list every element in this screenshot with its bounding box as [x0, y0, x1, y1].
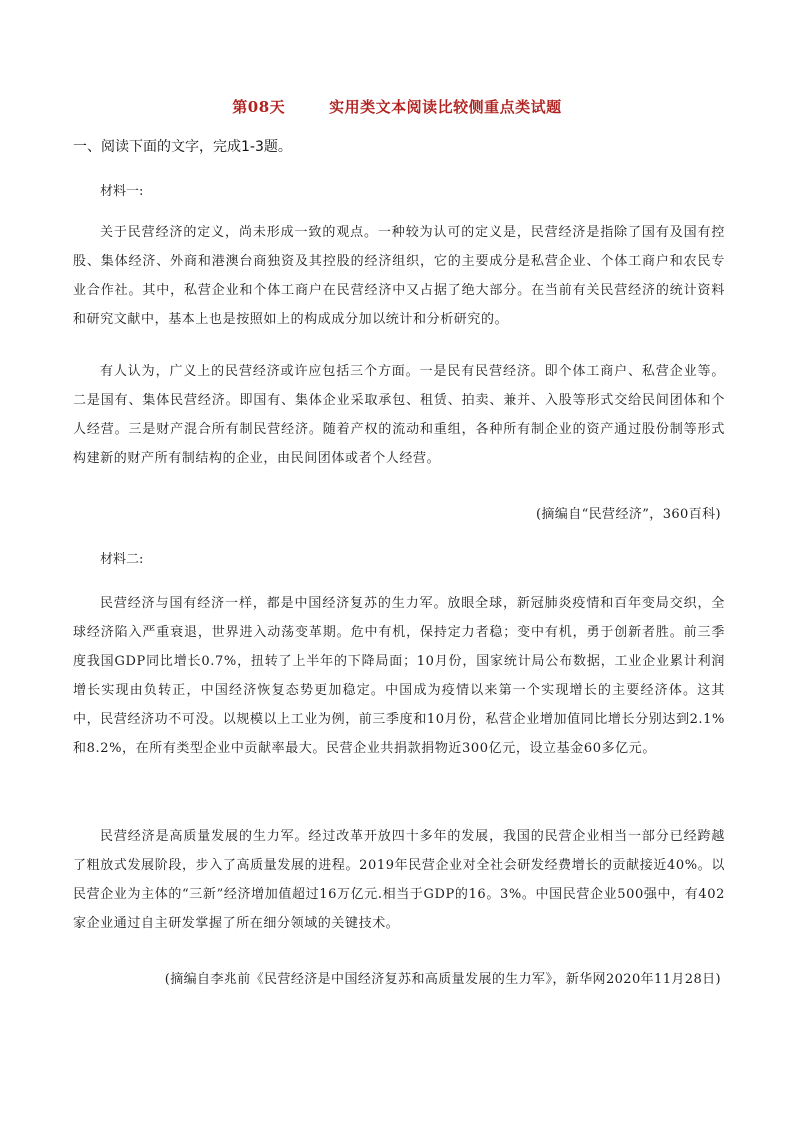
material-two-paragraph-2: 民营经济是高质量发展的生力军。经过改革开放四十多年的发展，我国的民营企业相当一部分已经跨越了粗放式发展阶段，步入了高质量发展的进程。2019年民营企业对全社会研发经费增长的贡献接近40%。以民营企业为主体的“三新”经济增加值超过16万亿元.相当于GDP的16。3%。中国民营企业500强中，有402家企业通过自主研发掌握了所在细分领域的关键技术。: [73, 829, 725, 931]
material-two-paragraph-1: 民营经济与国有经济一样，都是中国经济复苏的生力军。放眼全球，新冠肺炎疫情和百年变局交织，全球经济陷入严重衰退，世界进入动荡变革期。危中有机，保持定力者稳；变中有机，勇于创新者胜。前三季度我国GDP同比增长0.7%，扭转了上半年的下降局面；10月份，国家统计局公布数据，工业企业累计利润增长实现由负转正，中国经济恢复态势更加稳定。中国成为疫情以来第一个实现增长的主要经济体。这其中，民营经济功不可没。以规模以上工业为例，前三季度和10月份，私营企业增加值同比增长分别达到2.1%和8.2%，在所有类型企业中贡献率最大。民营企业共捐款捐物近300亿元，设立基金60多亿元。: [73, 596, 725, 756]
material-two-label: 材料二:: [100, 552, 144, 567]
material-one-paragraph-1: 关于民营经济的定义，尚未形成一致的观点。一种较为认可的定义是，民营经济是指除了国有及国有控股、集体经济、外商和港澳台商独资及其控股的经济组织，它的主要成分是私营企业、个体工商户和农民专业合作社。其中，私营企业和个体工商户在民营经济中又占据了绝大部分。在当前有关民营经济的统计资料和研究文献中，基本上也是按照如上的构成成分加以统计和分析研究的。: [73, 225, 725, 327]
title-day: 第08天: [232, 98, 286, 116]
question-instruction: 一、阅读下面的文字，完成1-3题。: [73, 139, 292, 155]
material-two-source: (摘编自李兆前《民营经济是中国经济复苏和高质量发展的生力军》，新华网2020年11月28日): [164, 972, 721, 987]
material-one-source: (摘编自“民营经济”，360百科): [535, 507, 721, 522]
material-one-label: 材料一:: [100, 184, 144, 199]
page-title: [0, 96, 794, 117]
material-one-paragraph-2: 有人认为，广义上的民营经济或许应包括三个方面。一是民有民营经济。即个体工商户、私营企业等。二是国有、集体民营经济。即国有、集体企业采取承包、租赁、拍卖、兼并、入股等形式交给民间团体和个人经营。三是财产混合所有制民营经济。随着产权的流动和重组，各种所有制企业的资产通过股份制等形式构建新的财产所有制结构的企业，由民间团体或者个人经营。: [73, 364, 725, 466]
title-topic: 实用类文本阅读比较侧重点类试题: [329, 98, 562, 116]
